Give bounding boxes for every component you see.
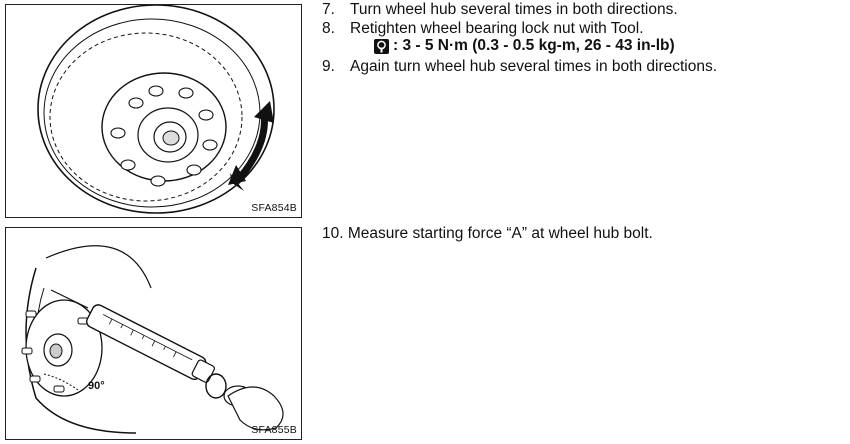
step-number: 10. [322,225,344,242]
step-10 [322,224,653,243]
step-number: 9. [322,58,335,75]
step-text: Measure starting force “A” at wheel hub bolt. [347,225,653,242]
step-7 [322,0,717,19]
step-text: Turn wheel hub several times in both directions. [350,1,678,18]
step-number: 8. [322,20,335,37]
step-text: Retighten wheel bearing lock nut with Tool. [350,20,644,37]
figure-starting-force-measurement [5,227,302,440]
steps-list-bottom [322,224,653,243]
step-8 [322,19,717,38]
step-text: Again turn wheel hub several times in both directions. [350,58,718,75]
figure-code: SFA854B [251,202,297,214]
wheel-hub-illustration [6,5,301,217]
torque-wrench-icon [374,39,389,54]
step-number: 7. [322,1,335,18]
angle-label: 90° [88,380,105,392]
spring-scale-illustration [6,228,301,439]
torque-spec-text: : 3 - 5 N·m (0.3 - 0.5 kg-m, 26 - 43 in-lb) [393,37,675,54]
torque-spec [374,37,675,55]
step-9 [322,57,717,76]
figure-code: SFA855B [251,424,297,436]
figure-wheel-hub-rotation [5,4,302,218]
